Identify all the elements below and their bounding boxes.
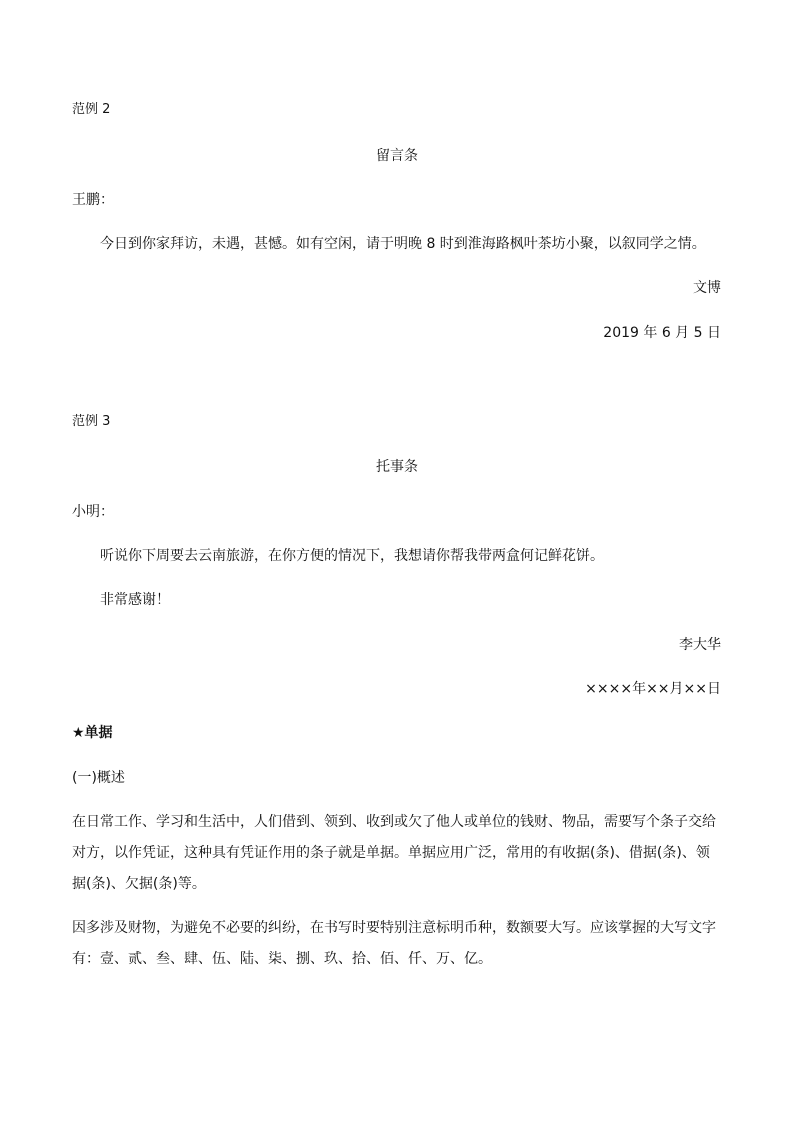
example2-heading: 范例 2 bbox=[72, 102, 111, 117]
example2-signature: 文博 bbox=[693, 280, 721, 296]
paragraph-line: 在日常工作、学习和生活中，人们借到、领到、收到或欠了他人或单位的钱财、物品，需要写个条子交给 bbox=[72, 814, 716, 830]
example2-body: 今日到你家拜访，未遇，甚憾。如有空闲，请于明晚 8 时到淮海路枫叶茶坊小聚，以叙同学之情。 bbox=[100, 236, 706, 252]
paragraph-line: 因多涉及财物，为避免不必要的纠纷，在书写时要特别注意标明币种，数额要大写。应该掌握的大写文字 bbox=[72, 920, 716, 936]
example2-title: 留言条 bbox=[376, 148, 418, 164]
example3-body: 听说你下周要去云南旅游，在你方便的情况下，我想请你帮我带两盒何记鲜花饼。 bbox=[100, 548, 604, 564]
example3-salutation: 小明： bbox=[72, 504, 114, 520]
example3-heading: 范例 3 bbox=[72, 414, 111, 429]
example3-signature: 李大华 bbox=[679, 637, 721, 653]
paragraph-line: 据(条)、欠据(条)等。 bbox=[72, 876, 206, 892]
example3-thanks: 非常感谢！ bbox=[100, 592, 170, 608]
receipt-subheading: (一)概述 bbox=[72, 770, 125, 786]
paragraph-line: 对方，以作凭证，这种具有凭证作用的条子就是单据。单据应用广泛，常用的有收据(条)、借据(条)、领 bbox=[72, 845, 710, 861]
paragraph-line: 有：壹、贰、叁、肆、伍、陆、柒、捌、玖、拾、佰、仟、万、亿。 bbox=[72, 951, 492, 967]
example3-date: ××××年××月××日 bbox=[585, 681, 721, 697]
receipt-paragraph-1 bbox=[72, 807, 722, 900]
example2-salutation: 王鹏： bbox=[72, 192, 114, 208]
receipt-paragraph-2 bbox=[72, 913, 722, 975]
receipt-heading: ★单据 bbox=[72, 725, 113, 741]
example3-title: 托事条 bbox=[376, 459, 418, 475]
example2-date: 2019 年 6 月 5 日 bbox=[603, 325, 721, 341]
